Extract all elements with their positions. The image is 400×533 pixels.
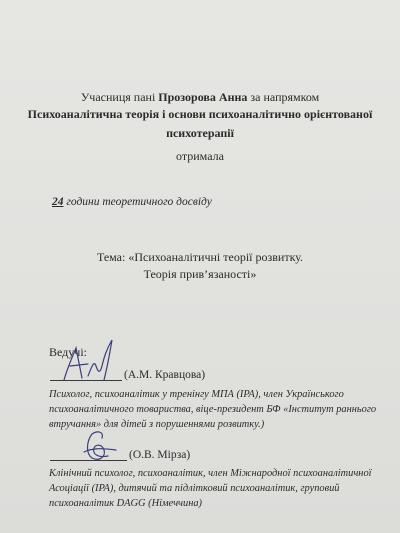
signature-1-line [50, 380, 122, 381]
leaders-label: Ведучі: [49, 345, 87, 359]
received-label: отримала [176, 149, 224, 163]
signature-1 [58, 336, 128, 386]
hours-line: 24 години теоретичного досвіду [52, 196, 212, 208]
signature-2-line [50, 460, 127, 461]
presenter-2-description: Клінічний психолог, психоаналітик, член Міжнародної психоаналітичної Асоціації (IPA), дитячий та підлітковий психоаналітик, груповий психоаналітик DAGG (Німеччина) [49, 468, 372, 509]
presenter-1-name: (А.М. Кравцова) [124, 369, 206, 381]
signature-2 [78, 428, 128, 464]
topic-line1: Тема: «Психоаналітичні теорії розвитку. [96, 250, 304, 264]
presenter-2-name: (О.В. Мірза) [129, 449, 191, 461]
topic-line2: Теорія прив’язаності» [143, 267, 257, 281]
presenter-1-description: Психолог, психоаналітик у тренінгу МПА (IPA), член Українського психоаналітичного товариства, віце-президент БФ «Інститут раннього втручання» для дітей з порушеннями розвитку.) [49, 389, 377, 430]
hours-number: 24 [52, 196, 64, 208]
course-title-line1: Психоаналітична теорія і основи психоаналітично орієнтованої [27, 107, 373, 121]
participant-name: Прозорова Анна [158, 90, 248, 104]
course-title-line2: психотерапії [166, 126, 234, 140]
participant-line: Учасниця пані Прозорова Анна за напрямком [80, 90, 320, 104]
